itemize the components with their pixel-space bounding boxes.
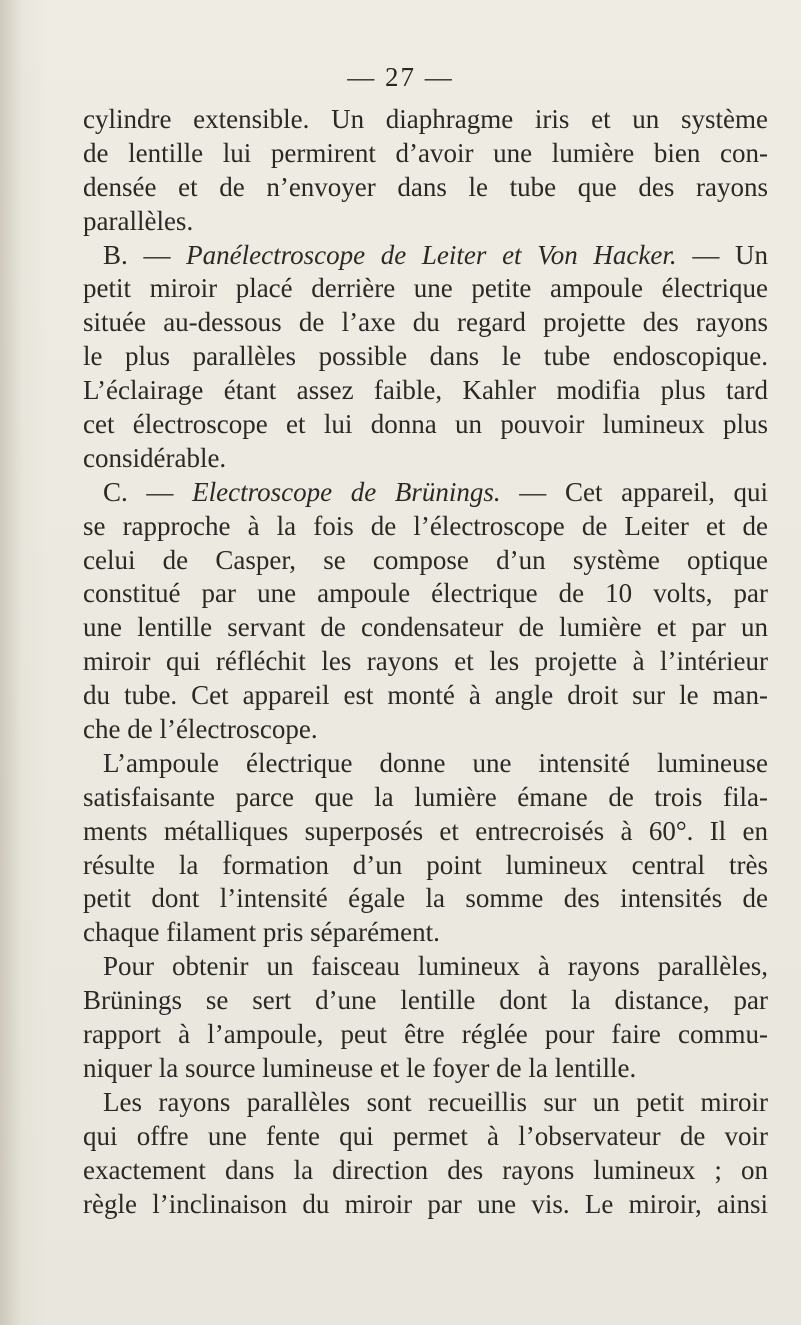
italic-heading-text: Electroscope de Brünings. <box>192 476 501 507</box>
text-line <box>83 611 768 645</box>
line-text: petit dont l’intensité égale la somme des intensités de <box>83 883 768 914</box>
text-line <box>83 374 768 408</box>
text-line <box>83 510 768 544</box>
text-line <box>83 1120 768 1154</box>
text-line <box>83 577 768 611</box>
text-line <box>83 1018 768 1052</box>
line-text: cylindre extensible. Un diaphragme iris et un système <box>83 104 768 134</box>
text-line <box>83 340 768 374</box>
line-text: qui offre une fente qui permet à l’observateur de voir <box>83 1120 768 1151</box>
line-text: C. — <box>103 476 193 507</box>
text-line <box>83 171 768 205</box>
line-text: cet électroscope et lui donna un pouvoir lumineux plus <box>83 409 768 440</box>
text-line <box>83 950 768 984</box>
italic-heading-text: Panélectroscope de Leiter et Von Hacker. <box>186 239 677 270</box>
line-text: che de l’électroscope. <box>83 714 318 745</box>
line-text: L’ampoule électrique donne une intensité lumineuse <box>103 747 768 778</box>
line-text: B. — <box>103 239 187 270</box>
line-text: chaque filament pris séparément. <box>83 917 440 948</box>
line-text: ments métalliques superposés et entrecroisés à 60°. Il en <box>83 815 768 846</box>
text-line <box>83 747 768 781</box>
text-line <box>83 272 768 306</box>
line-text: — Un <box>676 239 769 270</box>
line-text: de lentille lui permirent d’avoir une lumière bien con- <box>83 137 768 168</box>
text-line <box>83 781 768 815</box>
line-text: — Cet appareil, qui <box>500 476 769 507</box>
text-line <box>83 815 768 849</box>
line-text: se rapproche à la fois de l’électroscope de Leiter et de <box>83 510 768 541</box>
text-line <box>83 476 768 510</box>
line-text: niquer la source lumineuse et le foyer de la lentille. <box>83 1052 637 1083</box>
body-text <box>83 103 768 1221</box>
text-line <box>83 103 768 137</box>
line-text: rapport à l’ampoule, peut être réglée pour faire commu- <box>83 1019 768 1050</box>
line-text: règle l’inclinaison du miroir par une vis. Le miroir, ainsi <box>83 1188 768 1219</box>
text-line <box>83 1052 768 1086</box>
text-line <box>83 239 768 273</box>
page-number: — 27 — <box>347 62 454 92</box>
text-line <box>83 205 768 239</box>
text-line <box>83 1154 768 1188</box>
text-line <box>83 916 768 950</box>
line-text: celui de Casper, se compose d’un système optique <box>83 544 768 575</box>
line-text: parallèles. <box>83 205 194 236</box>
line-text: petit miroir placé derrière une petite ampoule électrique <box>83 273 768 304</box>
line-text: satisfaisante parce que la lumière émane de trois fila- <box>83 781 768 812</box>
text-line <box>83 713 768 747</box>
line-text: L’éclairage étant assez faible, Kahler modifia plus tard <box>83 375 768 406</box>
line-text: une lentille servant de condensateur de lumière et par un <box>83 612 768 643</box>
text-line <box>83 408 768 442</box>
text-line <box>83 544 768 578</box>
text-line <box>83 1086 768 1120</box>
line-text: exactement dans la direction des rayons lumineux ; on <box>83 1154 768 1185</box>
line-text: Pour obtenir un faisceau lumineux à rayons parallèles, <box>103 951 768 982</box>
text-line <box>83 306 768 340</box>
text-line <box>83 984 768 1018</box>
text-line <box>83 645 768 679</box>
line-text: considérable. <box>83 442 227 473</box>
line-text: miroir qui réfléchit les rayons et les projette à l’intérieur <box>83 646 768 677</box>
line-text: située au-dessous de l’axe du regard projette des rayons <box>83 307 768 338</box>
line-text: Brünings se sert d’une lentille dont la distance, par <box>83 985 768 1016</box>
line-text: le plus parallèles possible dans le tube endoscopique. <box>83 341 768 372</box>
line-text: Les rayons parallèles sont recueillis sur un petit miroir <box>103 1086 768 1117</box>
text-line <box>83 679 768 713</box>
line-text: résulte la formation d’un point lumineux central très <box>83 849 768 880</box>
line-text: du tube. Cet appareil est monté à angle droit sur le man- <box>83 680 768 711</box>
text-line <box>83 137 768 171</box>
line-text: densée et de n’envoyer dans le tube que des rayons <box>83 171 768 202</box>
text-line <box>83 442 768 476</box>
text-line <box>83 1188 768 1222</box>
text-line <box>83 849 768 883</box>
text-line <box>83 882 768 916</box>
line-text: constitué par une ampoule électrique de 10 volts, par <box>83 578 768 609</box>
